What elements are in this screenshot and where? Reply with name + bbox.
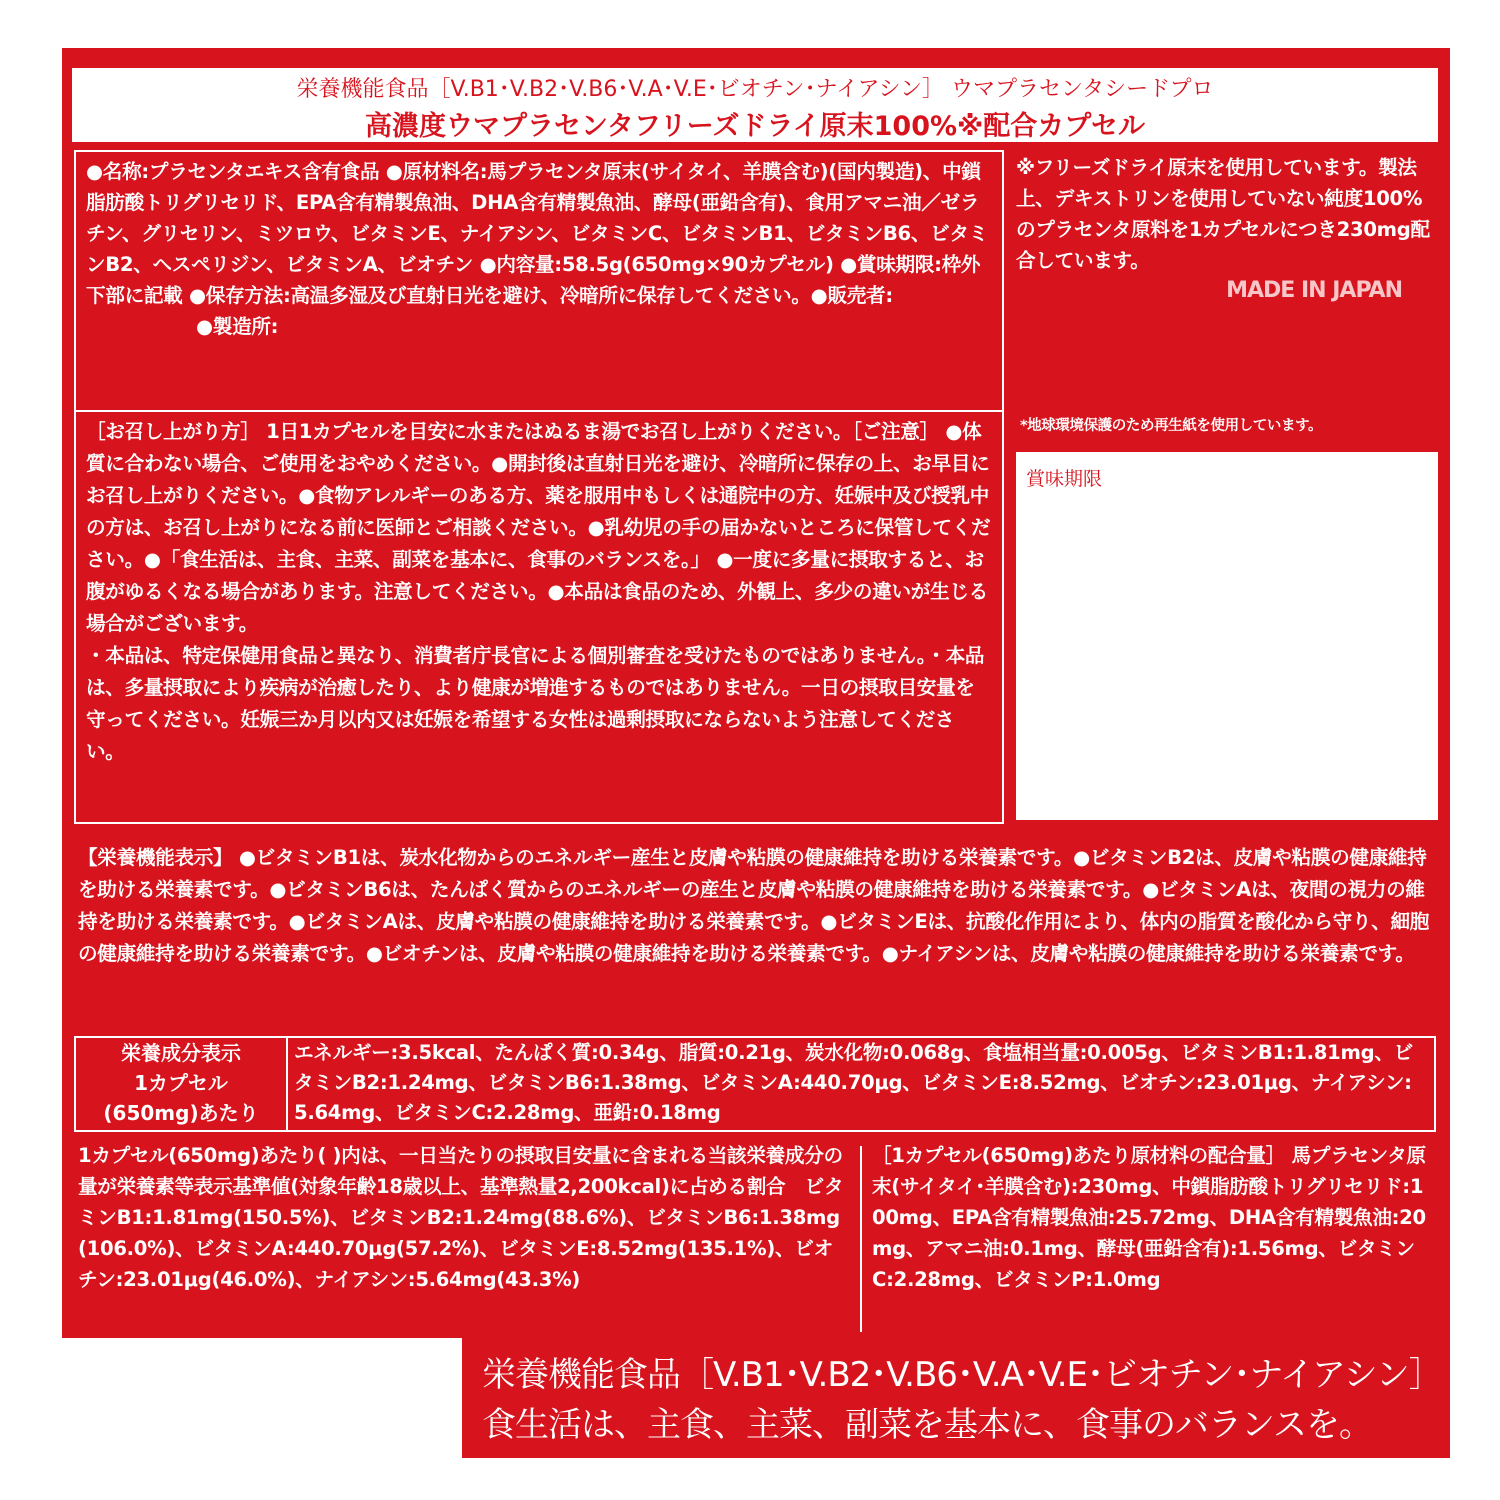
daily-ratio-block <box>78 1140 848 1295</box>
footer-line2: 食生活は、主食、主菜、副菜を基本に、食事のバランスを。 <box>482 1405 1372 1445</box>
nutrition-label-3: (650mg)あたり <box>103 1101 259 1125</box>
note-text: ※フリーズドライ原末を使用しています。製法上、デキストリンを使用していない純度100%のプラセンタ原料を1カプセルにつき230mg配合しています。 <box>1016 156 1430 272</box>
header-band <box>72 68 1438 142</box>
maker-label: ●製造所: <box>196 315 279 338</box>
nutrition-label-cell <box>76 1038 288 1130</box>
composition-block <box>872 1140 1434 1295</box>
header-title: 高濃度ウマプラセンタフリーズドライ原末100%※配合カプセル <box>364 111 1146 142</box>
function-claim-text: 【栄養機能表示】 ●ビタミンB1は、炭水化物からのエネルギー産生と皮膚や粘膜の健康維持を助ける栄養素です。●ビタミンB2は、皮膚や粘膜の健康維持を助ける栄養素です。●ビタミンB6は、たんぱく質からのエネルギーの産生と皮膚や粘膜の健康維持を助ける栄養素です。●ビタミンAは、夜間の視力の維持を助ける栄養素です。●ビタミンAは、皮膚や粘膜の健康維持を助ける栄養素です。●ビタミンEは、抗酸化作用により、体内の脂質を酸化から守り、細胞の健康維持を助ける栄養素です。●ビオチンは、皮膚や粘膜の健康維持を助ける栄養素です。●ナイアシンは、皮膚や粘膜の健康維持を助ける栄養素です。 <box>78 846 1430 965</box>
recycled-note: *地球環境保護のため再生紙を使用しています。 <box>1020 418 1323 434</box>
composition-text: ［1カプセル(650mg)あたり原材料の配合量］ 馬プラセンタ原末(サイタイ･羊膜含む):230mg、中鎖脂肪酸トリグリセリド:100mg、EPA含有精製魚油:25.72mg、DHA含有精製魚油:20mg、アマニ油:0.1mg、酵母(亜鉛含有):1.56mg、ビタミンC:2.28mg、ビタミンP:1.0mg <box>872 1144 1426 1291</box>
daily-ratio-text: 1カプセル(650mg)あたり( )内は、一日当たりの摂取目安量に含まれる当該栄養成分の量が栄養素等表示基準値(対象年齢18歳以上、基準熱量2,200kcal)に占める割合 ビタミンB1:1.81mg(150.5%)、ビタミンB2:1.24mg(88.6%)、ビタミンB6:1.38mg(106.0%)、ビタミンA:440.70μg(57.2%)、ビタミンE:8.52mg(135.1%)、ビオチン:23.01μg(46.0%)、ナイアシン:5.64mg(43.3%) <box>78 1144 844 1291</box>
ingredients-text: ●名称:プラセンタエキス含有食品 ●原材料名:馬プラセンタ原末(サイタイ、羊膜含む)(国内製造)、中鎖脂肪酸トリグリセリド、EPA含有精製魚油、DHA含有精製魚油、酵母(亜鉛含有)、食用アマニ油／ゼラチン、グリセリン、ミツロウ、ビタミンE、ナイアシン、ビタミンC、ビタミンB1、ビタミンB6、ビタミンB2、ヘスペリジン、ビタミンA、ビオチン ●内容量:58.5g(650mg×90カプセル) ●賞味期限:枠外下部に記載 ●保存方法:高温多湿及び直射日光を避け、冷暗所に保存してください。●販売者: <box>86 160 989 307</box>
column-divider <box>860 1146 862 1332</box>
expiry-label: 賞味期限 <box>1026 468 1103 490</box>
footer-block <box>482 1350 1442 1450</box>
usage-disclaimer: ・本品は、特定保健用食品と異なり、消費者庁長官による個別審査を受けたものではありません。・本品は、多量摂取により疾病が治癒したり、より健康が増進するものではありません。一日の摂取目安量を守ってください。妊娠三か月以内又は妊娠を希望する女性は過剰摂取にならないよう注意してください。 <box>86 644 985 763</box>
nutrition-label-2: 1カプセル <box>134 1071 228 1095</box>
nutrition-label-1: 栄養成分表示 <box>121 1041 241 1065</box>
nutrition-values: エネルギー:3.5kcal、たんぱく質:0.34g、脂質:0.21g、炭水化物:0.068g、食塩相当量:0.005g、ビタミンB1:1.81mg、ビタミンB2:1.24mg、ビタミンB6:1.38mg、ビタミンA:440.70μg、ビタミンE:8.52mg、ビオチン:23.01μg、ナイアシン:5.64mg、ビタミンC:2.28mg、亜鉛:0.18mg <box>294 1041 1413 1124</box>
freeze-dry-note <box>1016 152 1430 318</box>
usage-box <box>74 410 1004 824</box>
made-in-japan: MADE IN JAPAN <box>1226 278 1402 303</box>
footer-line1: 栄養機能食品［V.B1･V.B2･V.B6･V.A･V.E･ビオチン･ナイアシン］ <box>482 1355 1442 1395</box>
usage-text: ［お召し上がり方］ 1日1カプセルを目安に水またはぬるま湯でお召し上がりください。［ご注意］ ●体質に合わない場合、ご使用をおやめください。●開封後は直射日光を避け、冷暗所に保存の上、お早目にお召し上がりください。●食物アレルギーのある方、薬を服用中もしくは通院中の方、妊娠中及び授乳中の方は、お召し上がりになる前に医師とご相談ください。●乳幼児の手の届かないところに保管してください。●「食生活は、主食、主菜、副菜を基本に、食事のバランスを。」 ●一度に多量に摂取すると、お腹がゆるくなる場合があります。注意してください。●本品は食品のため、外観上、多少の違いが生じる場合がございます。 <box>86 420 991 635</box>
expiry-box <box>1016 452 1438 820</box>
ingredients-box <box>74 150 1004 412</box>
function-claim-block <box>78 842 1430 970</box>
header-subtitle: 栄養機能食品［V.B1･V.B2･V.B6･V.A･V.E･ビオチン･ナイアシン］ ウマプラセンタシードプロ <box>296 77 1214 102</box>
nutrition-table <box>74 1036 1436 1132</box>
